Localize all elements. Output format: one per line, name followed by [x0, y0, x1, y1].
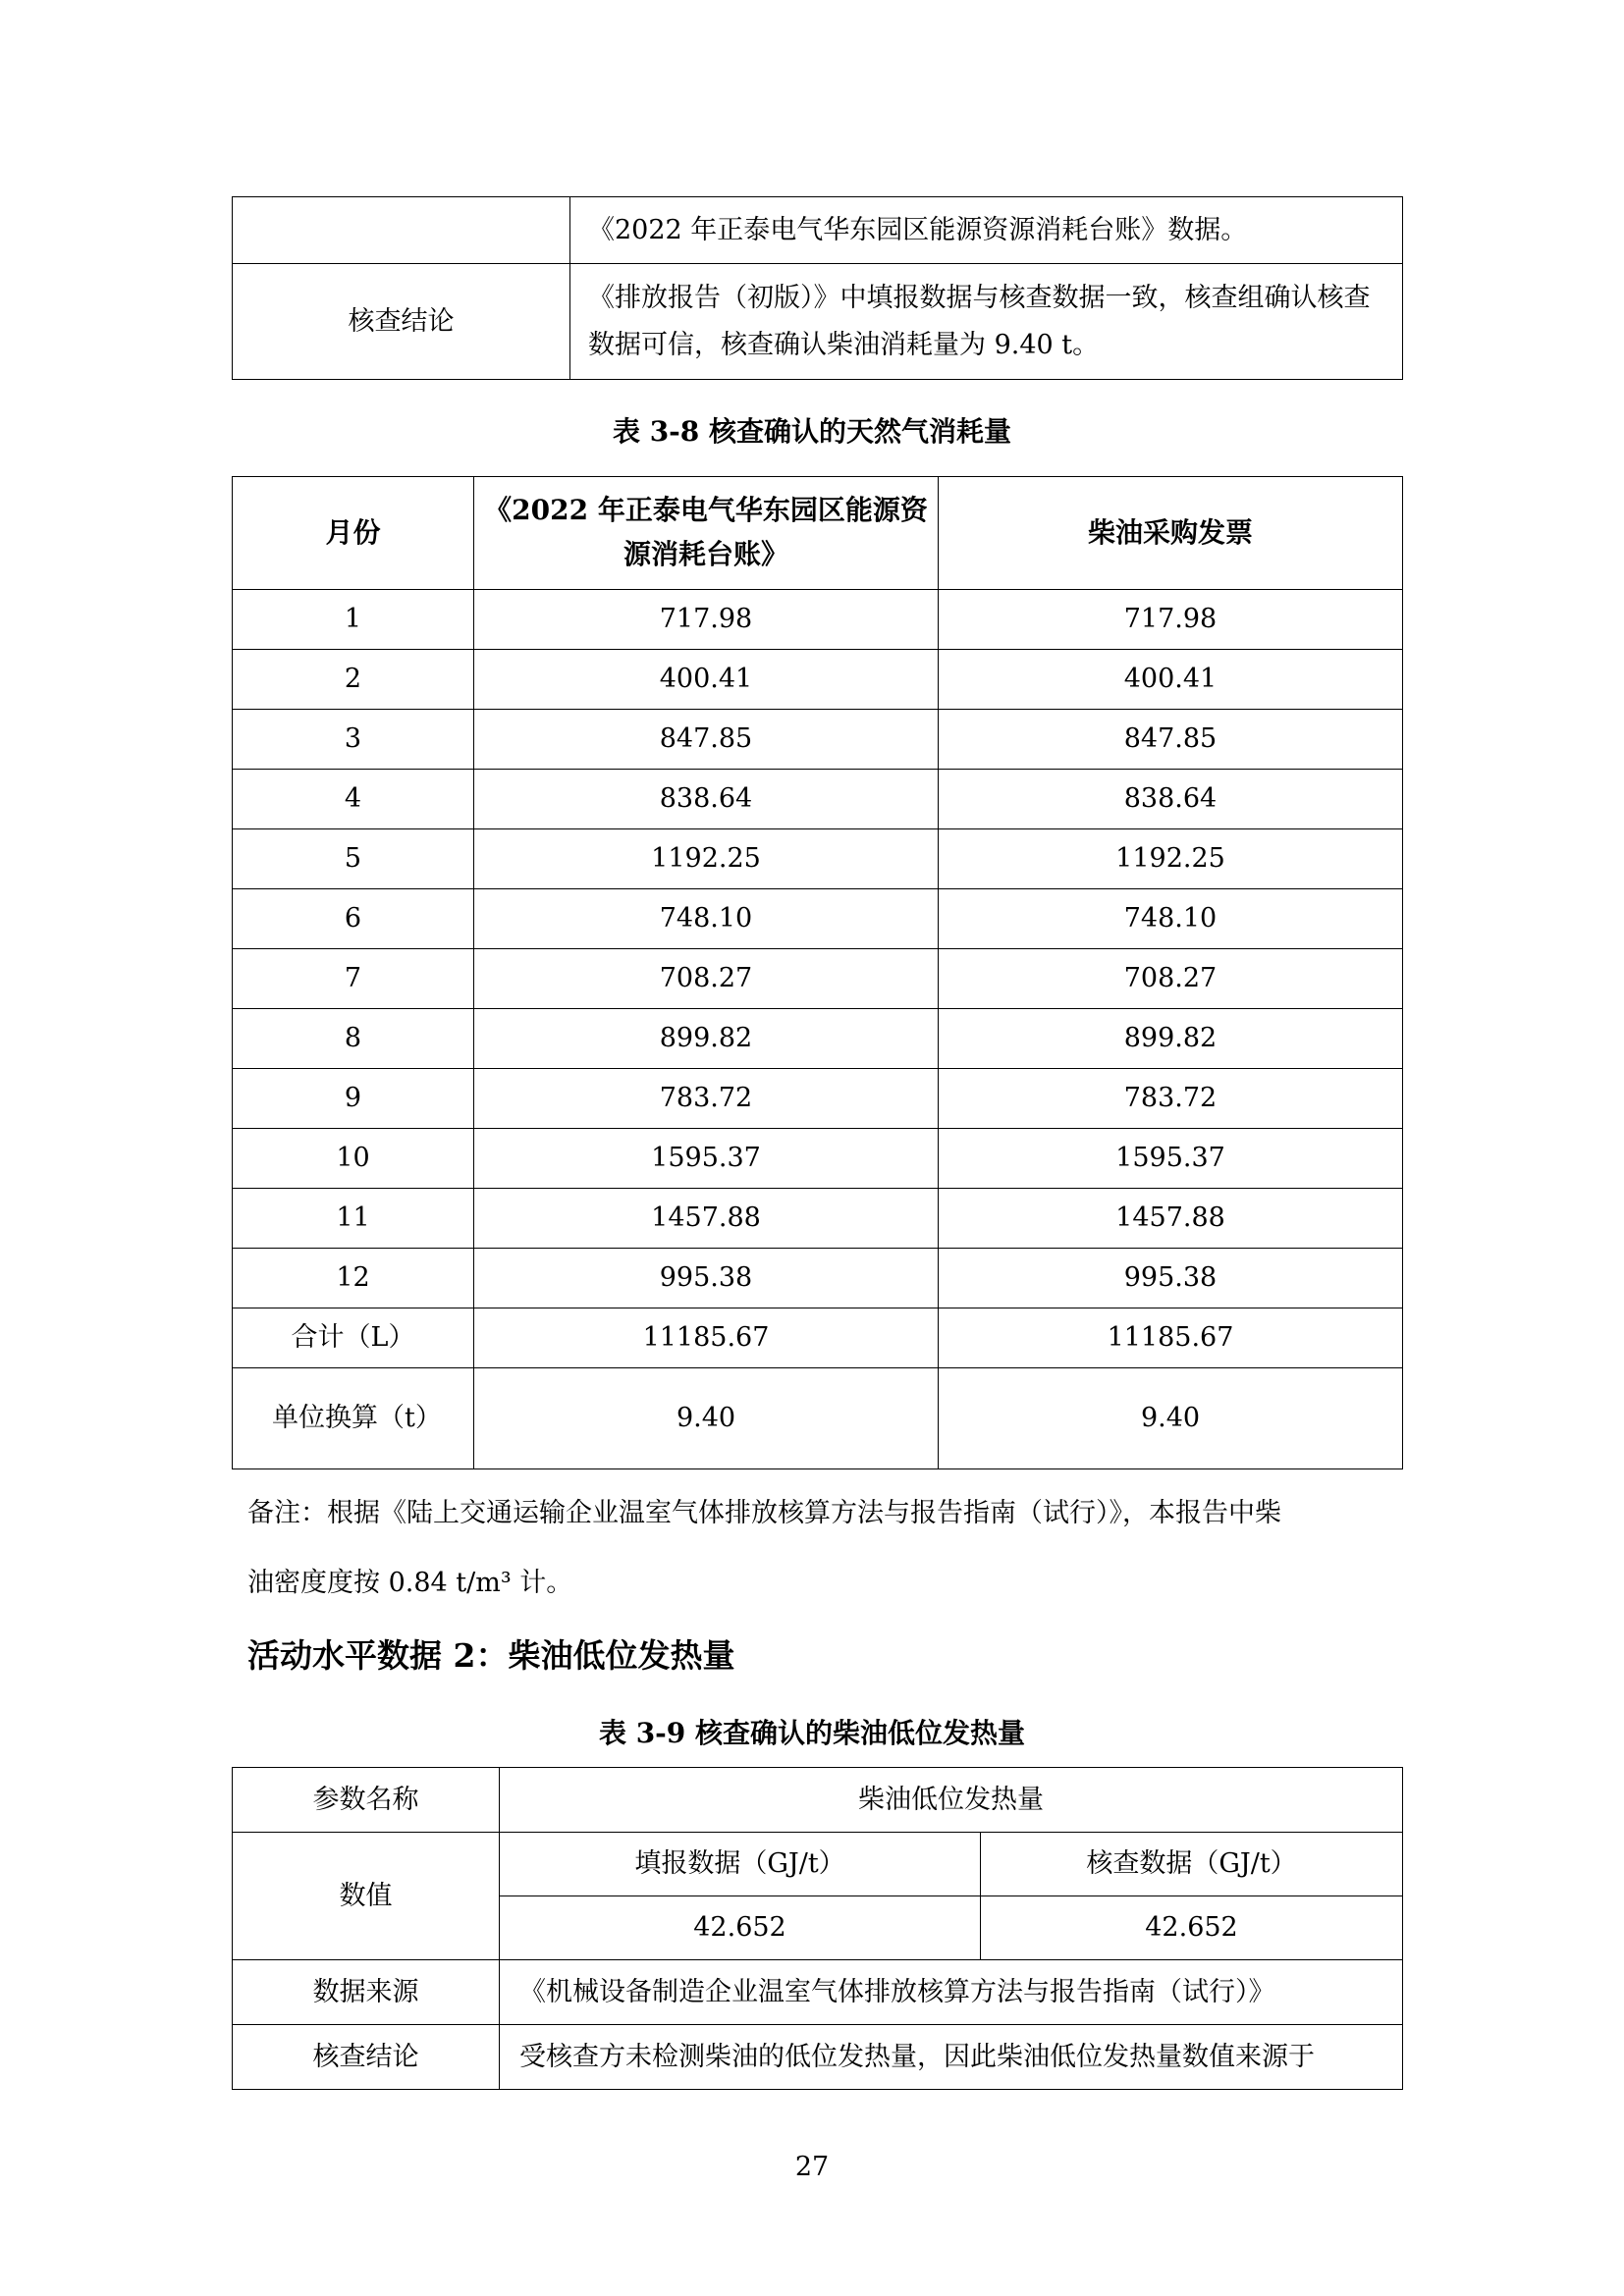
table-row — [233, 949, 1403, 1009]
table-row — [233, 1960, 1403, 2025]
column-header-invoice: 柴油采购发票 — [939, 477, 1403, 590]
ledger-value-cell: 847.85 — [474, 710, 939, 770]
ledger-value-cell: 899.82 — [474, 1009, 939, 1069]
verified-header: 核查数据（GJ/t） — [981, 1833, 1403, 1896]
conclusion-text: 《排放报告（初版）》中填报数据与核查数据一致，核查组确认核查数据可信，核查确认柴油消耗量为 9.40 t。 — [570, 264, 1403, 380]
table-row — [233, 1189, 1403, 1249]
month-cell: 10 — [233, 1129, 474, 1189]
table-row — [233, 197, 1403, 264]
month-cell: 6 — [233, 889, 474, 949]
month-cell: 单位换算（t） — [233, 1368, 474, 1469]
invoice-value-cell: 1457.88 — [939, 1189, 1403, 1249]
data-source-label: 数据来源 — [233, 1960, 500, 2025]
month-cell: 11 — [233, 1189, 474, 1249]
data-source-value: 《机械设备制造企业温室气体排放核算方法与报告指南（试行）》 — [500, 1960, 1403, 2025]
table-row — [233, 1069, 1403, 1129]
invoice-value-cell: 11185.67 — [939, 1308, 1403, 1368]
table-3-9-caption: 表 3-9 核查确认的柴油低位发热量 — [598, 1717, 1026, 1749]
table-row — [233, 829, 1403, 889]
month-cell: 3 — [233, 710, 474, 770]
ledger-value-cell: 1457.88 — [474, 1189, 939, 1249]
month-cell: 9 — [233, 1069, 474, 1129]
month-cell: 1 — [233, 590, 474, 650]
month-cell: 5 — [233, 829, 474, 889]
page-number: 27 — [794, 2152, 830, 2182]
reported-header: 填报数据（GJ/t） — [500, 1833, 981, 1896]
month-cell: 12 — [233, 1249, 474, 1308]
ledger-value-cell: 838.64 — [474, 770, 939, 829]
table-row — [233, 590, 1403, 650]
param-name-label: 参数名称 — [233, 1768, 500, 1833]
invoice-value-cell: 899.82 — [939, 1009, 1403, 1069]
ledger-value-cell: 995.38 — [474, 1249, 939, 1308]
table-header-row — [233, 477, 1403, 590]
month-cell: 4 — [233, 770, 474, 829]
empty-cell — [233, 197, 570, 264]
invoice-value-cell: 1192.25 — [939, 829, 1403, 889]
table-row — [233, 1308, 1403, 1368]
table-row — [233, 264, 1403, 380]
table-body — [233, 590, 1403, 1469]
section-heading: 活动水平数据 2：柴油低位发热量 — [247, 1636, 735, 1675]
continued-verification-table — [232, 196, 1403, 380]
ledger-value-cell: 783.72 — [474, 1069, 939, 1129]
table-row — [233, 1009, 1403, 1069]
table-row — [233, 1249, 1403, 1308]
table-3-9 — [232, 1767, 1403, 2090]
column-header-ledger: 《2022 年正泰电气华东园区能源资源消耗台账》 — [474, 477, 939, 590]
month-cell: 8 — [233, 1009, 474, 1069]
table-row — [233, 710, 1403, 770]
invoice-value-cell: 838.64 — [939, 770, 1403, 829]
month-cell: 2 — [233, 650, 474, 710]
invoice-value-cell: 708.27 — [939, 949, 1403, 1009]
ledger-value-cell: 11185.67 — [474, 1308, 939, 1368]
invoice-value-cell: 847.85 — [939, 710, 1403, 770]
data-source-text: 《2022 年正泰电气华东园区能源资源消耗台账》数据。 — [570, 197, 1403, 264]
ledger-value-cell: 717.98 — [474, 590, 939, 650]
ledger-value-cell: 748.10 — [474, 889, 939, 949]
reported-value: 42.652 — [500, 1896, 981, 1960]
conclusion-label: 核查结论 — [233, 264, 570, 380]
invoice-value-cell: 783.72 — [939, 1069, 1403, 1129]
table-row — [233, 2025, 1403, 2090]
value-label: 数值 — [233, 1833, 500, 1960]
table-row — [233, 1129, 1403, 1189]
conclusion-value: 受核查方未检测柴油的低位发热量，因此柴油低位发热量数值来源于 — [500, 2025, 1403, 2090]
invoice-value-cell: 717.98 — [939, 590, 1403, 650]
invoice-value-cell: 9.40 — [939, 1368, 1403, 1469]
table-row — [233, 889, 1403, 949]
month-cell: 7 — [233, 949, 474, 1009]
table-row — [233, 1368, 1403, 1469]
invoice-value-cell: 1595.37 — [939, 1129, 1403, 1189]
table-row — [233, 770, 1403, 829]
table-3-8 — [232, 476, 1403, 1469]
verified-value: 42.652 — [981, 1896, 1403, 1960]
table-3-8-caption: 表 3-8 核查确认的天然气消耗量 — [612, 415, 1012, 448]
note-line-1: 备注：根据《陆上交通运输企业温室气体排放核算方法与报告指南（试行）》，本报告中柴 — [247, 1498, 1281, 1528]
ledger-value-cell: 9.40 — [474, 1368, 939, 1469]
table-row — [233, 1833, 1403, 1896]
table-row — [233, 1768, 1403, 1833]
note-line-2: 油密度度按 0.84 t/m³ 计。 — [247, 1568, 573, 1598]
ledger-value-cell: 400.41 — [474, 650, 939, 710]
table-note — [247, 1478, 1396, 1618]
invoice-value-cell: 400.41 — [939, 650, 1403, 710]
ledger-value-cell: 1595.37 — [474, 1129, 939, 1189]
table-row — [233, 650, 1403, 710]
invoice-value-cell: 748.10 — [939, 889, 1403, 949]
ledger-value-cell: 1192.25 — [474, 829, 939, 889]
conclusion-label: 核查结论 — [233, 2025, 500, 2090]
ledger-value-cell: 708.27 — [474, 949, 939, 1009]
param-name-value: 柴油低位发热量 — [500, 1768, 1403, 1833]
month-cell: 合计（L） — [233, 1308, 474, 1368]
column-header-month: 月份 — [233, 477, 474, 590]
invoice-value-cell: 995.38 — [939, 1249, 1403, 1308]
